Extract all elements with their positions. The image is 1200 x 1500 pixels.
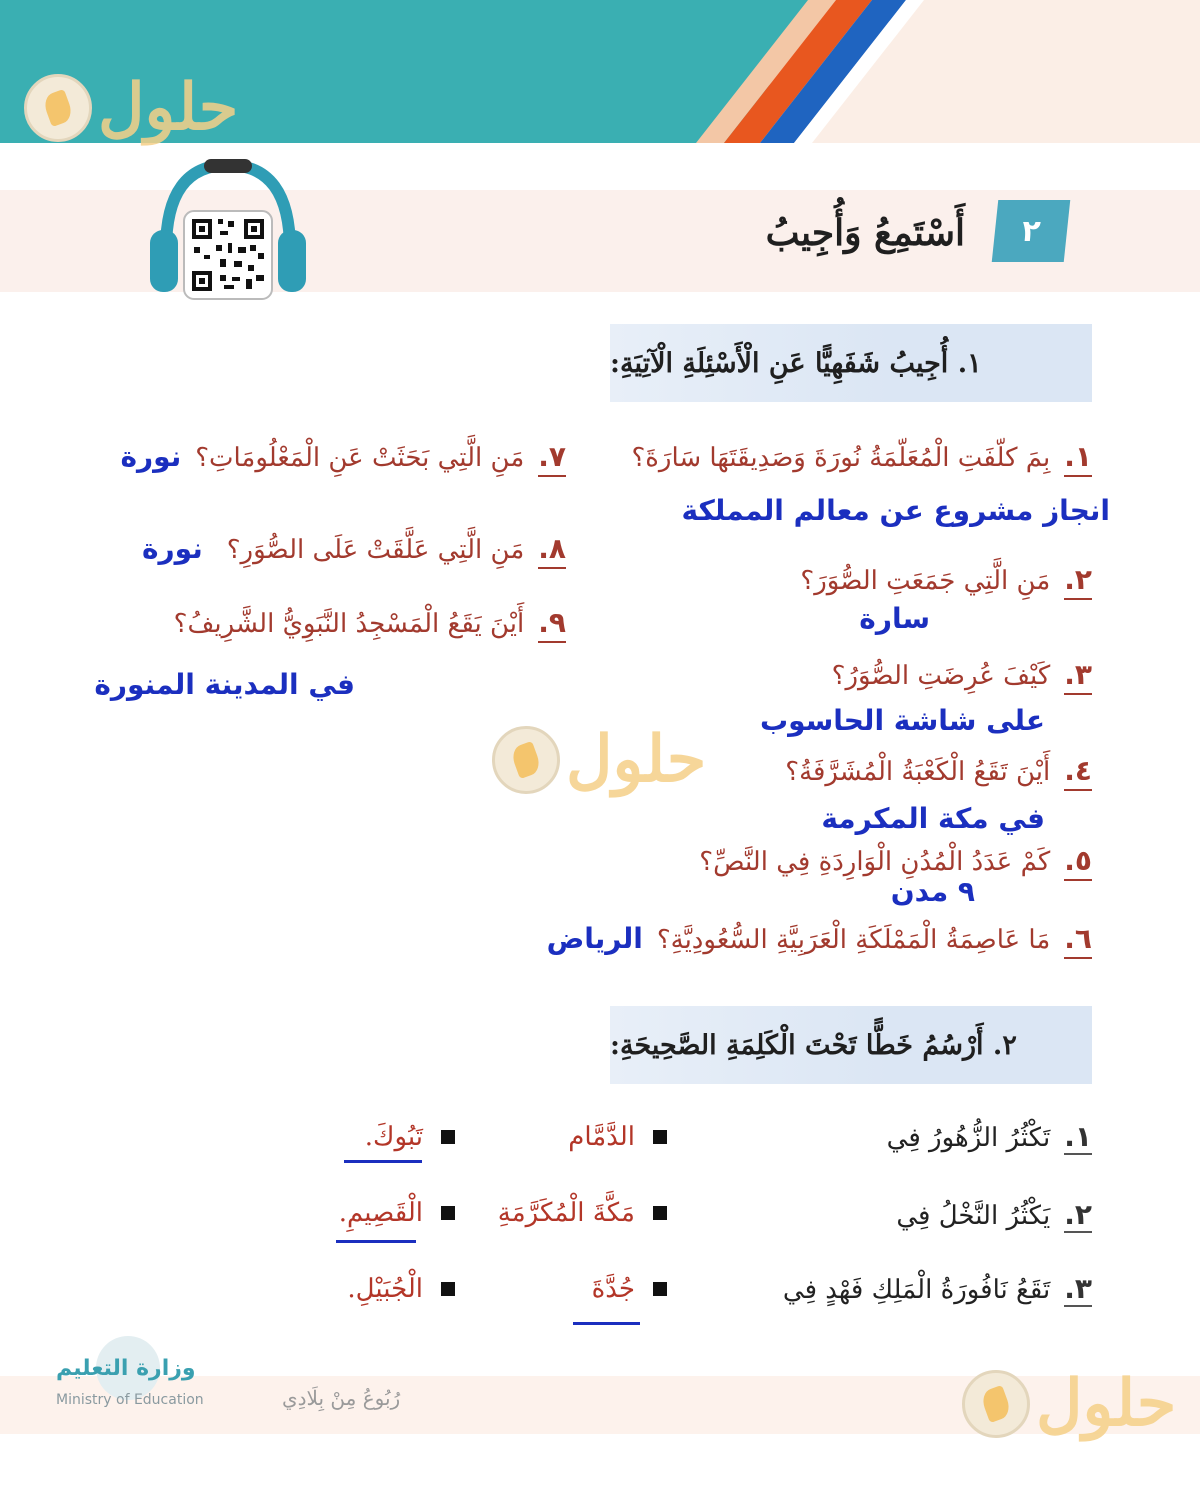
question-1 (631, 440, 1092, 477)
q2-header (610, 1006, 1092, 1084)
option-text: الْجُبَيْلِ. (347, 1274, 423, 1304)
q2-title: ٢. أَرْسُمُ خَطًّا تَحْتَ الْكَلِمَةِ الصَّحِيحَةِ: (610, 1029, 1017, 1061)
option-text: جُدَّةَ (591, 1274, 635, 1304)
section-title: أَسْتَمِعُ وَأُجِيبُ (765, 212, 965, 254)
option-dammam[interactable] (568, 1122, 667, 1152)
answer-8: نورة (142, 532, 203, 565)
option-text: الْقَصِيمِ. (338, 1198, 423, 1228)
watermark-text: حلول (98, 70, 239, 145)
bullet-square-icon (441, 1282, 455, 1296)
question-text: كَمْ عَدَدُ الْمُدُنِ الْوَارِدَةِ فِي النَّصِّ؟ (699, 847, 1051, 877)
answer-1: انجاز مشروع عن معالم المملكة (681, 494, 1110, 527)
answer-4: في مكة المكرمة (821, 802, 1045, 835)
question-number: ٢. (1064, 1198, 1092, 1231)
question-8 (142, 532, 566, 569)
bullet-square-icon (653, 1282, 667, 1296)
answer-9: في المدينة المنورة (94, 668, 355, 701)
option-text: الدَّمَّام (568, 1122, 635, 1152)
question-text: أَيْنَ تَقَعُ الْكَعْبَةُ الْمُشَرَّفَةُ؟ (785, 757, 1051, 787)
watermark-text: حلول (566, 722, 707, 797)
center-watermark (492, 722, 706, 797)
answer-6: الرياض (546, 922, 643, 955)
bullet-square-icon (653, 1130, 667, 1144)
question-text: أَيْنَ يَقَعُ الْمَسْجِدُ النَّبَوِيُّ الشَّرِيفُ؟ (173, 609, 525, 639)
question-6 (547, 922, 1092, 959)
bullet-square-icon (653, 1206, 667, 1220)
question-number: ٥. (1064, 844, 1092, 881)
book-logo-icon (962, 1370, 1030, 1438)
answer-underline (344, 1160, 422, 1163)
question-2 (800, 563, 1092, 600)
unit-title: رُبُوعُ مِنْ بِلَادِي (282, 1386, 401, 1410)
option-qassim[interactable] (339, 1198, 455, 1228)
book-logo-icon (24, 74, 92, 142)
answer-5: ٩ مدن (890, 875, 975, 908)
ministry-name-en: Ministry of Education (56, 1392, 204, 1408)
question-number: ٩. (538, 606, 566, 643)
footer-watermark (962, 1366, 1176, 1441)
question-text: يَكْثُرُ النَّخْلُ فِي (896, 1201, 1051, 1231)
q1-title: ١. أُجِيبُ شَفَهِيًّا عَنِ الْأَسْئِلَةِ الْآتِيَةِ: (610, 347, 982, 379)
question-text: مَنِ الَّتِي بَحَثَتْ عَنِ الْمَعْلُومَاتِ؟ (195, 443, 525, 473)
question-number: ٢. (1064, 563, 1092, 600)
section-number: ٢ (992, 200, 1071, 262)
question-number: ٧. (538, 440, 566, 477)
question-text: تَكْثُرُ الزُّهُورُ فِي (886, 1123, 1051, 1153)
question-number: ٣. (1064, 1272, 1092, 1305)
option-jeddah[interactable] (592, 1274, 667, 1304)
header-watermark (24, 70, 238, 145)
question-text: مَنِ الَّتِي جَمَعَتِ الصُّوَرَ؟ (800, 566, 1051, 596)
mc-question-3 (783, 1272, 1092, 1307)
option-text: مَكَّةَ الْمُكَرَّمَةِ (497, 1198, 635, 1228)
answer-2: سارة (859, 602, 930, 635)
question-number: ٨. (538, 532, 566, 569)
watermark-text: حلول (1036, 1366, 1177, 1441)
question-text: كَيْفَ عُرِضَتِ الصُّوَرُ؟ (831, 661, 1051, 691)
question-number: ٣. (1064, 658, 1092, 695)
question-number: ١. (1064, 440, 1092, 477)
question-number: ٤. (1064, 754, 1092, 791)
question-text: مَا عَاصِمَةُ الْمَمْلَكَةِ الْعَرَبِيَّةِ السُّعُودِيَّةِ؟ (656, 925, 1051, 955)
question-text: مَنِ الَّتِي عَلَّقَتْ عَلَى الصُّوَرِ؟ (226, 535, 525, 565)
answer-7: نورة (120, 440, 182, 473)
book-logo-icon (492, 726, 560, 794)
answer-3: على شاشة الحاسوب (760, 704, 1045, 737)
question-text: تَقَعُ نَافُورَةُ الْمَلِكِ فَهْدٍ فِي (782, 1275, 1051, 1305)
question-text: بِمَ كلّفَتِ الْمُعَلّمَةُ نُورَةَ وَصَدِيقَتَهَا سَارَةَ؟ (631, 443, 1051, 473)
bullet-square-icon (441, 1206, 455, 1220)
answer-underline (573, 1322, 640, 1325)
bullet-square-icon (441, 1130, 455, 1144)
option-jubail[interactable] (347, 1274, 455, 1304)
option-makkah[interactable] (498, 1198, 667, 1228)
question-number: ٦. (1064, 922, 1092, 959)
question-4 (785, 754, 1092, 791)
question-3 (832, 658, 1092, 695)
mc-question-1 (887, 1120, 1092, 1155)
option-tabuk[interactable] (365, 1122, 455, 1152)
answer-underline (336, 1240, 416, 1243)
q1-header (610, 324, 1092, 402)
ministry-name-ar: وزارة التعليم (56, 1356, 196, 1381)
question-number: ١. (1064, 1120, 1092, 1153)
question-9 (174, 606, 566, 643)
option-text: تَبُوكَ. (364, 1122, 423, 1152)
headphones-qr-icon[interactable] (148, 155, 308, 305)
question-7 (121, 440, 566, 477)
mc-question-2 (896, 1198, 1092, 1233)
